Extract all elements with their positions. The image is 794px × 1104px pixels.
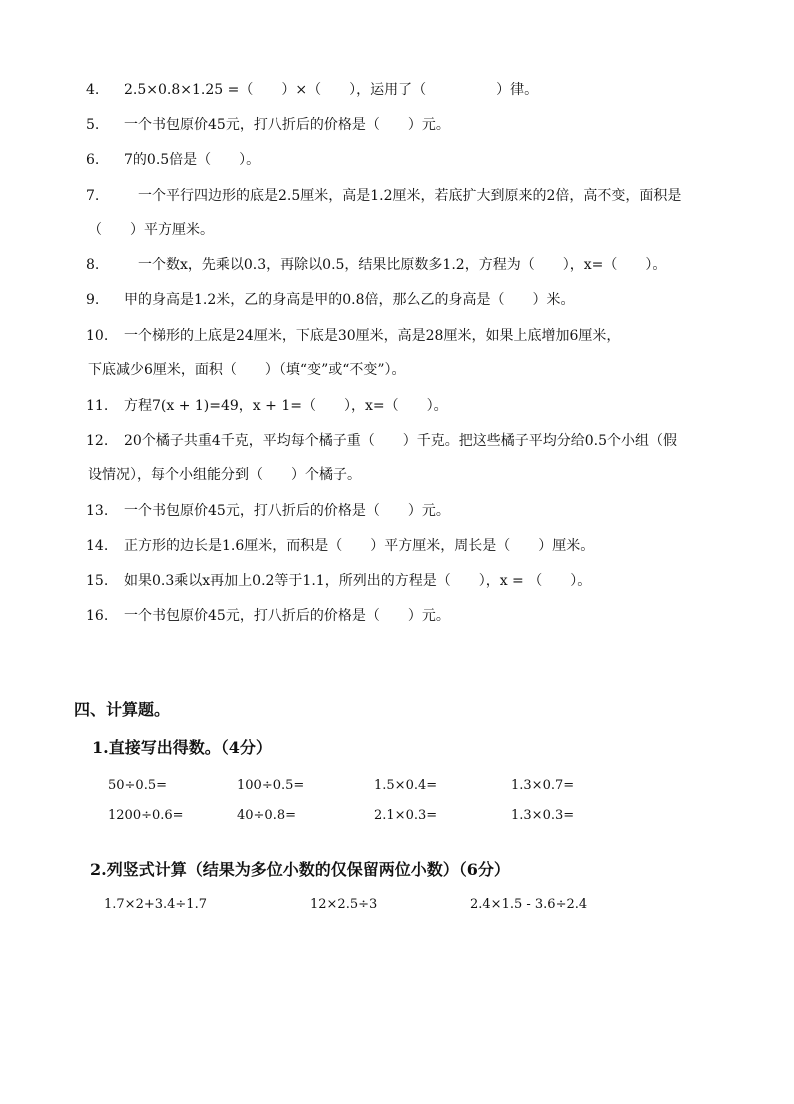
question-number: 16. <box>86 608 109 624</box>
question-8 <box>86 256 666 274</box>
calc-item: 1.5×0.4= <box>374 778 438 793</box>
question-5 <box>86 116 450 134</box>
question-text: 方程7(x + 1)=49，x + 1=（ ），x=（ ）。 <box>124 398 448 414</box>
calc-item: 2.1×0.3= <box>374 808 438 823</box>
question-text: 一个书包原价45元，打八折后的价格是（ ）元。 <box>124 117 450 133</box>
question-7 <box>86 187 681 205</box>
vertical-calc-item: 12×2.5÷3 <box>310 897 378 912</box>
question-13 <box>86 502 450 520</box>
question-9 <box>86 291 575 309</box>
question-number: 10. <box>86 328 109 344</box>
question-number: 12. <box>86 433 109 449</box>
question-number: 7. <box>86 188 100 204</box>
part-1-title: 1.直接写出得数。（4分） <box>92 738 272 757</box>
calc-item: 1200÷0.6= <box>108 808 184 823</box>
question-number: 14. <box>86 538 109 554</box>
question-text: 甲的身高是1.2米，乙的身高是甲的0.8倍，那么乙的身高是（ ）米。 <box>124 292 575 308</box>
calc-item: 50÷0.5= <box>108 778 168 793</box>
question-number: 13. <box>86 503 109 519</box>
question-text: 一个数x，先乘以0.3，再除以0.5，结果比原数多1.2，方程为（ ），x=（ ）。 <box>124 257 667 273</box>
calc-item: 40÷0.8= <box>237 808 297 823</box>
question-text: 一个梯形的上底是24厘米，下底是30厘米，高是28厘米，如果上底增加6厘米， <box>124 328 621 344</box>
question-4 <box>86 81 538 99</box>
question-text: 正方形的边长是1.6厘米，而积是（ ）平方厘米，周长是（ ）厘米。 <box>124 538 595 554</box>
question-text: 一个书包原价45元，打八折后的价格是（ ）元。 <box>124 503 450 519</box>
question-text: 如果0.3乘以x再加上0.2等于1.1，所列出的方程是（ ），x = （ ）。 <box>124 573 592 589</box>
question-12-continuation: 设情况），每个小组能分到（ ）个橘子。 <box>88 467 361 483</box>
part-2-title: 2.列竖式计算（结果为多位小数的仅保留两位小数）（6分） <box>90 860 510 879</box>
vertical-calc-item: 1.7×2+3.4÷1.7 <box>104 897 207 912</box>
question-15 <box>86 572 591 590</box>
question-number: 11. <box>86 398 109 414</box>
question-11 <box>86 397 448 415</box>
question-7-continuation: （ ）平方厘米。 <box>88 222 214 238</box>
question-text: 7的0.5倍是（ ）。 <box>124 152 261 168</box>
question-text: 2.5×0.8×1.25 =（ ）×（ ），运用了（ ）律。 <box>124 82 539 98</box>
question-text: 20个橘子共重4千克，平均每个橘子重（ ）千克。把这些橘子平均分给0.5个小组（假 <box>124 433 677 449</box>
question-number: 9. <box>86 292 100 308</box>
calc-item: 100÷0.5= <box>237 778 305 793</box>
vertical-calc-item: 2.4×1.5 - 3.6÷2.4 <box>470 897 588 912</box>
section-title: 四、计算题。 <box>74 700 171 719</box>
question-number: 15. <box>86 573 109 589</box>
calc-item: 1.3×0.3= <box>511 808 575 823</box>
question-10 <box>86 327 620 345</box>
question-6 <box>86 151 260 169</box>
question-text: 一个平行四边形的底是2.5厘米，高是1.2厘米，若底扩大到原来的2倍，高不变，面积是 <box>124 188 682 204</box>
question-number: 5. <box>86 117 100 133</box>
question-14 <box>86 537 594 555</box>
calc-item: 1.3×0.7= <box>511 778 575 793</box>
question-number: 6. <box>86 152 100 168</box>
question-12 <box>86 432 677 450</box>
question-number: 4. <box>86 82 100 98</box>
question-16 <box>86 607 450 625</box>
question-text: 一个书包原价45元，打八折后的价格是（ ）元。 <box>124 608 450 624</box>
question-number: 8. <box>86 257 100 273</box>
question-10-continuation: 下底减少6厘米，面积（ ）（填“变”或“不变”）。 <box>88 362 406 378</box>
